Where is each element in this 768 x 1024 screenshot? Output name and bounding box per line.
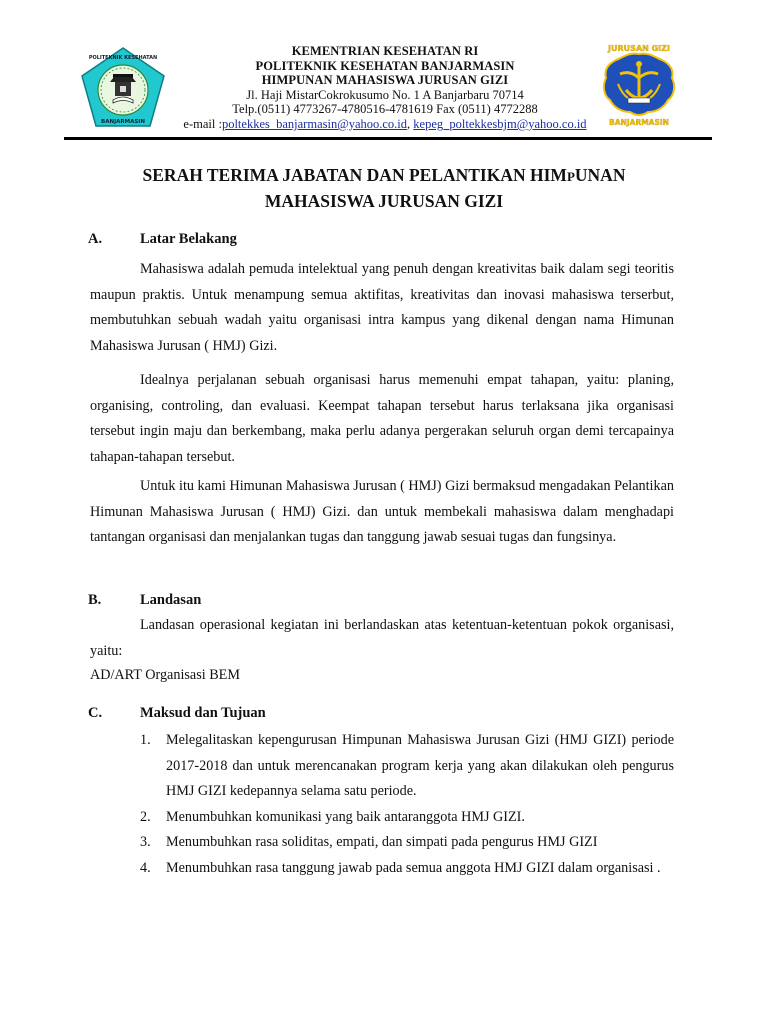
section-heading-c bbox=[88, 705, 266, 722]
list-item bbox=[140, 805, 674, 831]
letterhead bbox=[60, 44, 710, 136]
svg-text:BANJARMASIN: BANJARMASIN bbox=[609, 118, 669, 127]
list-item bbox=[140, 856, 674, 882]
paragraph-a1: Mahasiswa adalah pemuda intelektual yang penuh dengan kreativitas baik dalam segi teoritis maupun praktis. Untuk menampung semua aktifitas, kreativitas dan inovasi mahasiswa terserbut, membutuhkan sebuah wadah yaitu organisasi intra kampus yang dikenal dengan nama Himunan Mahasiswa Jurusan ( HMJ) Gizi. bbox=[90, 261, 674, 354]
objectives-list bbox=[140, 728, 674, 881]
list-number: 4. bbox=[140, 859, 151, 876]
email-separator: , bbox=[407, 116, 411, 131]
section-title: Maksud dan Tujuan bbox=[140, 705, 266, 721]
list-text: Menumbuhkan rasa soliditas, empati, dan simpati pada pengurus HMJ GIZI bbox=[166, 834, 598, 850]
list-number: 2. bbox=[140, 808, 151, 825]
organization-name: HIMPUNAN MAHASISWA JURUSAN GIZI bbox=[261, 73, 509, 88]
list-text: Menumbuhkan rasa tanggung jawab pada semua anggota HMJ GIZI dalam organisasi . bbox=[166, 859, 661, 876]
list-text: Menumbuhkan komunikasi yang baik antaranggota HMJ GIZI. bbox=[166, 808, 525, 825]
ministry-name: KEMENTRIAN KESEHATAN RI bbox=[291, 44, 479, 58]
section-letter: A. bbox=[88, 231, 103, 247]
institution-name: POLITEKNIK KESEHATAN BANJARMASIN bbox=[255, 58, 515, 73]
jurusan-gizi-logo-icon bbox=[598, 40, 680, 128]
paragraph-b1: Landasan operasional kegiatan ini berlandaskan atas ketentuan-ketentuan pokok organisasi, yaitu: bbox=[90, 617, 674, 659]
address: Jl. Haji MistarCokrokusumo No. 1 A Banjarbaru 70714 bbox=[246, 87, 524, 102]
email-link-1[interactable]: poltekkes_banjarmasin@yahoo.co.id bbox=[221, 116, 408, 131]
svg-text:POLITEKNIK KESEHATAN: POLITEKNIK KESEHATAN bbox=[88, 55, 158, 61]
section-title: Latar Belakang bbox=[140, 231, 237, 247]
section-heading-a bbox=[88, 231, 237, 248]
title-line-1: SERAH TERIMA JABATAN DAN PELANTIKAN HIMPUNAN bbox=[142, 165, 626, 185]
list-item bbox=[140, 728, 674, 805]
section-heading-b bbox=[88, 592, 201, 609]
list-item bbox=[140, 830, 674, 856]
letterhead-divider bbox=[64, 137, 712, 140]
email-line bbox=[160, 117, 610, 132]
email-label: e-mail : bbox=[183, 116, 222, 131]
section-title: Landasan bbox=[140, 592, 202, 608]
list-number: 1. bbox=[140, 732, 151, 748]
paragraph-a2: Idealnya perjalanan sebuah organisasi harus memenuhi empat tahapan, yaitu: planing, organising, controling, dan evaluasi. Keempat tahapan tersebut harus terlaksana jika organisasi tersebut ingin maju dan berkembang, maka perlu adanya pergerakan seluruh organ demi tercapainya tahapan-tahapan tersebut. bbox=[90, 372, 674, 465]
section-letter: B. bbox=[88, 592, 102, 608]
poltekkes-logo-icon bbox=[80, 46, 166, 130]
letterhead-text bbox=[160, 44, 610, 132]
list-text: Melegalitaskan kepengurusan Himpunan Mahasiswa Jurusan Gizi (HMJ GIZI) periode 2017-2018 dan untuk merencanakan program kerja yang akan dilakukan oleh pengurus HMJ GIZI kedepannya selama satu periode. bbox=[166, 732, 674, 799]
svg-text:BANJARMASIN: BANJARMASIN bbox=[101, 119, 145, 125]
phone-fax: Telp.(0511) 4773267-4780516-4781619 Fax (0511) 4772288 bbox=[232, 102, 538, 117]
legal-basis-item: AD/ART Organisasi BEM bbox=[90, 667, 240, 683]
list-number: 3. bbox=[140, 834, 151, 850]
section-letter: C. bbox=[88, 705, 103, 721]
paragraph-a3: Untuk itu kami Himunan Mahasiswa Jurusan ( HMJ) Gizi bermaksud mengadakan Pelantikan Himunan Mahasiswa Jurusan ( HMJ) Gizi. dan untuk membekali mahasiswa dalam menghadapi tantangan organisasi dan menjalankan tugas dan tanggung jawab sesuai tugas dan fungsinya. bbox=[90, 478, 674, 545]
email-link-2[interactable]: kepeg_poltekkesbjm@yahoo.co.id bbox=[413, 116, 587, 131]
svg-text:JURUSAN GIZI: JURUSAN GIZI bbox=[608, 44, 670, 53]
title-line-2: MAHASISWA JURUSAN GIZI bbox=[264, 191, 504, 211]
document-title bbox=[80, 163, 688, 213]
